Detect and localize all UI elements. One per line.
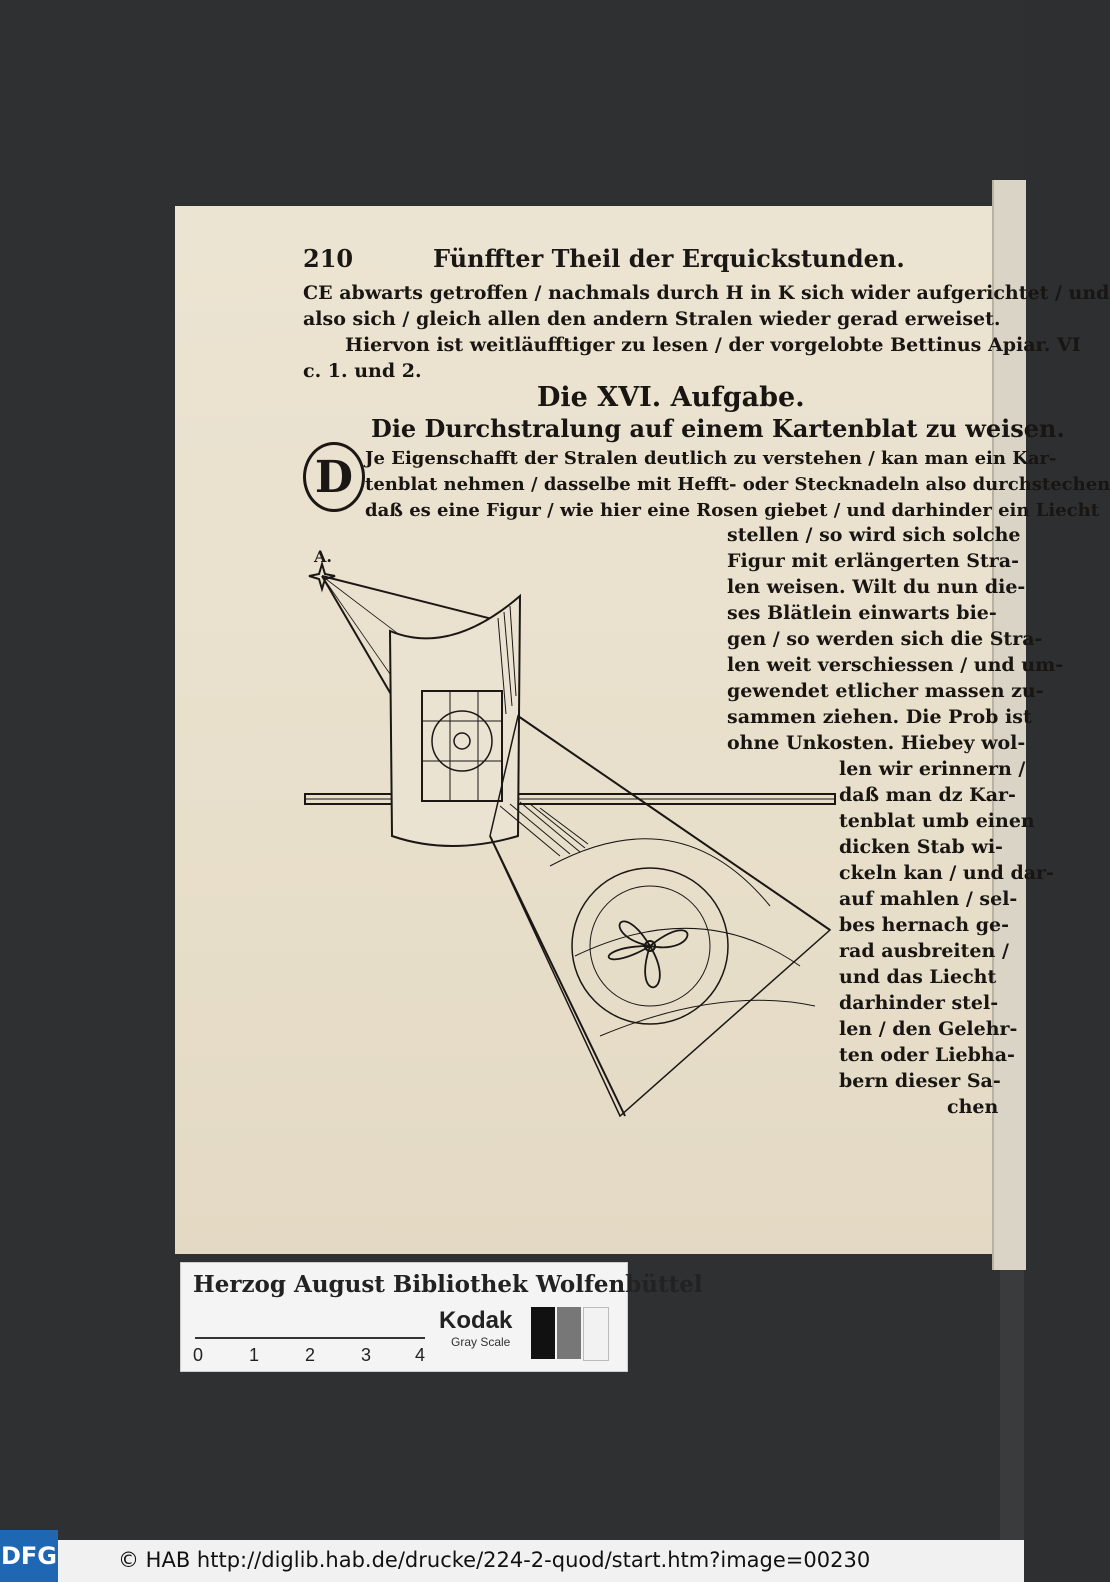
- narrow-col-line-4: dicken Stab wi-: [839, 836, 1003, 858]
- right-col-line-4: ses Blätlein einwarts bie-: [727, 602, 997, 624]
- narrow-col-line-14: chen: [947, 1096, 999, 1118]
- narrow-col-line-5: ckeln kan / und dar-: [839, 862, 1054, 884]
- narrow-col-line-7: bes hernach ge-: [839, 914, 1009, 936]
- right-col-line-5: gen / so werden sich die Stra-: [727, 628, 1043, 650]
- narrow-col-line-9: und das Liecht: [839, 966, 997, 988]
- intro-line-4: c. 1. und 2.: [303, 360, 422, 382]
- narrow-col-line-6: auf mahlen / sel-: [839, 888, 1018, 910]
- page-header: [303, 244, 983, 276]
- kodak-brand: Kodak: [439, 1307, 513, 1334]
- footer-credit-link[interactable]: © HAB http://diglib.hab.de/drucke/224-2-quod/start.htm?image=00230: [118, 1548, 871, 1572]
- body-line-3: daß es eine Figur / wie hier eine Rosen giebet / und darhinder ein Liecht: [365, 500, 1100, 521]
- ruler-number-0: 0: [193, 1345, 204, 1365]
- right-col-line-2: Figur mit erlängerten Stra-: [727, 550, 1019, 572]
- narrow-col-line-13: bern dieser Sa-: [839, 1070, 1001, 1092]
- swatch-black: [531, 1307, 555, 1359]
- intro-line-3: Hiervon ist weitläufftiger zu lesen / der vorgelobte Bettinus Apiar. VI: [345, 334, 1081, 356]
- figure-label-a: A.: [314, 547, 332, 566]
- projection-sector: [490, 716, 830, 1116]
- narrow-col-line-11: len / den Gelehr-: [839, 1018, 1018, 1040]
- color-calibration-bar: [180, 1262, 703, 1372]
- section-subheading: Die Durchstralung auf einem Kartenblat zu weisen.: [371, 414, 1065, 443]
- section-heading: Die XVI. Aufgabe.: [537, 382, 805, 413]
- right-col-line-8: sammen ziehen. Die Prob ist: [727, 706, 1032, 728]
- ruler-scale: [195, 1309, 425, 1339]
- drop-cap: D: [303, 442, 365, 512]
- ruler-number-1: 1: [249, 1345, 260, 1365]
- body-line-1: Je Eigenschafft der Stralen deutlich zu verstehen / kan man ein Kar-: [365, 448, 1057, 469]
- ruler-number-2: 2: [305, 1345, 316, 1365]
- intro-line-2: also sich / gleich allen den andern Stralen wieder gerad erweiset.: [303, 308, 1001, 330]
- narrow-col-line-12: ten oder Liebha-: [839, 1044, 1015, 1066]
- right-col-line-1: stellen / so wird sich solche: [727, 524, 1021, 546]
- ruler-number-4: 4: [415, 1345, 426, 1365]
- page-number: 210: [303, 244, 354, 273]
- right-col-line-3: len weisen. Wilt du nun die-: [727, 576, 1026, 598]
- book-page: [175, 206, 1110, 1254]
- ray-line-left: [322, 576, 392, 696]
- dfg-logo: DFG: [0, 1530, 58, 1582]
- right-col-line-9: ohne Unkosten. Hiebey wol-: [727, 732, 1026, 754]
- woodcut-illustration: [300, 536, 840, 1126]
- narrow-col-line-2: daß man dz Kar-: [839, 784, 1016, 806]
- ruler-number-3: 3: [361, 1345, 372, 1365]
- running-title: Fünffter Theil der Erquickstunden.: [433, 244, 905, 273]
- swatch-white: [583, 1307, 609, 1361]
- narrow-col-line-3: tenblat umb einen: [839, 810, 1035, 832]
- adjacent-page-shadow: [1000, 1270, 1024, 1540]
- right-col-line-6: len weit verschiessen / und um-: [727, 654, 1064, 676]
- gray-scale-label: Gray Scale: [451, 1335, 511, 1349]
- narrow-col-line-8: rad ausbreiten /: [839, 940, 1009, 962]
- swatch-gray: [557, 1307, 581, 1359]
- intro-line-1: CE abwarts getroffen / nachmals durch H in K sich wider aufgerichtet / und: [303, 282, 1110, 304]
- institution-name: Herzog August Bibliothek Wolfenbüttel: [193, 1271, 703, 1298]
- narrow-col-line-10: darhinder stel-: [839, 992, 999, 1014]
- narrow-col-line-1: len wir erinnern /: [839, 758, 1026, 780]
- body-line-2: tenblat nehmen / dasselbe mit Hefft- oder Stecknadeln also durchstechen: [365, 474, 1110, 495]
- right-col-line-7: gewendet etlicher massen zu-: [727, 680, 1044, 702]
